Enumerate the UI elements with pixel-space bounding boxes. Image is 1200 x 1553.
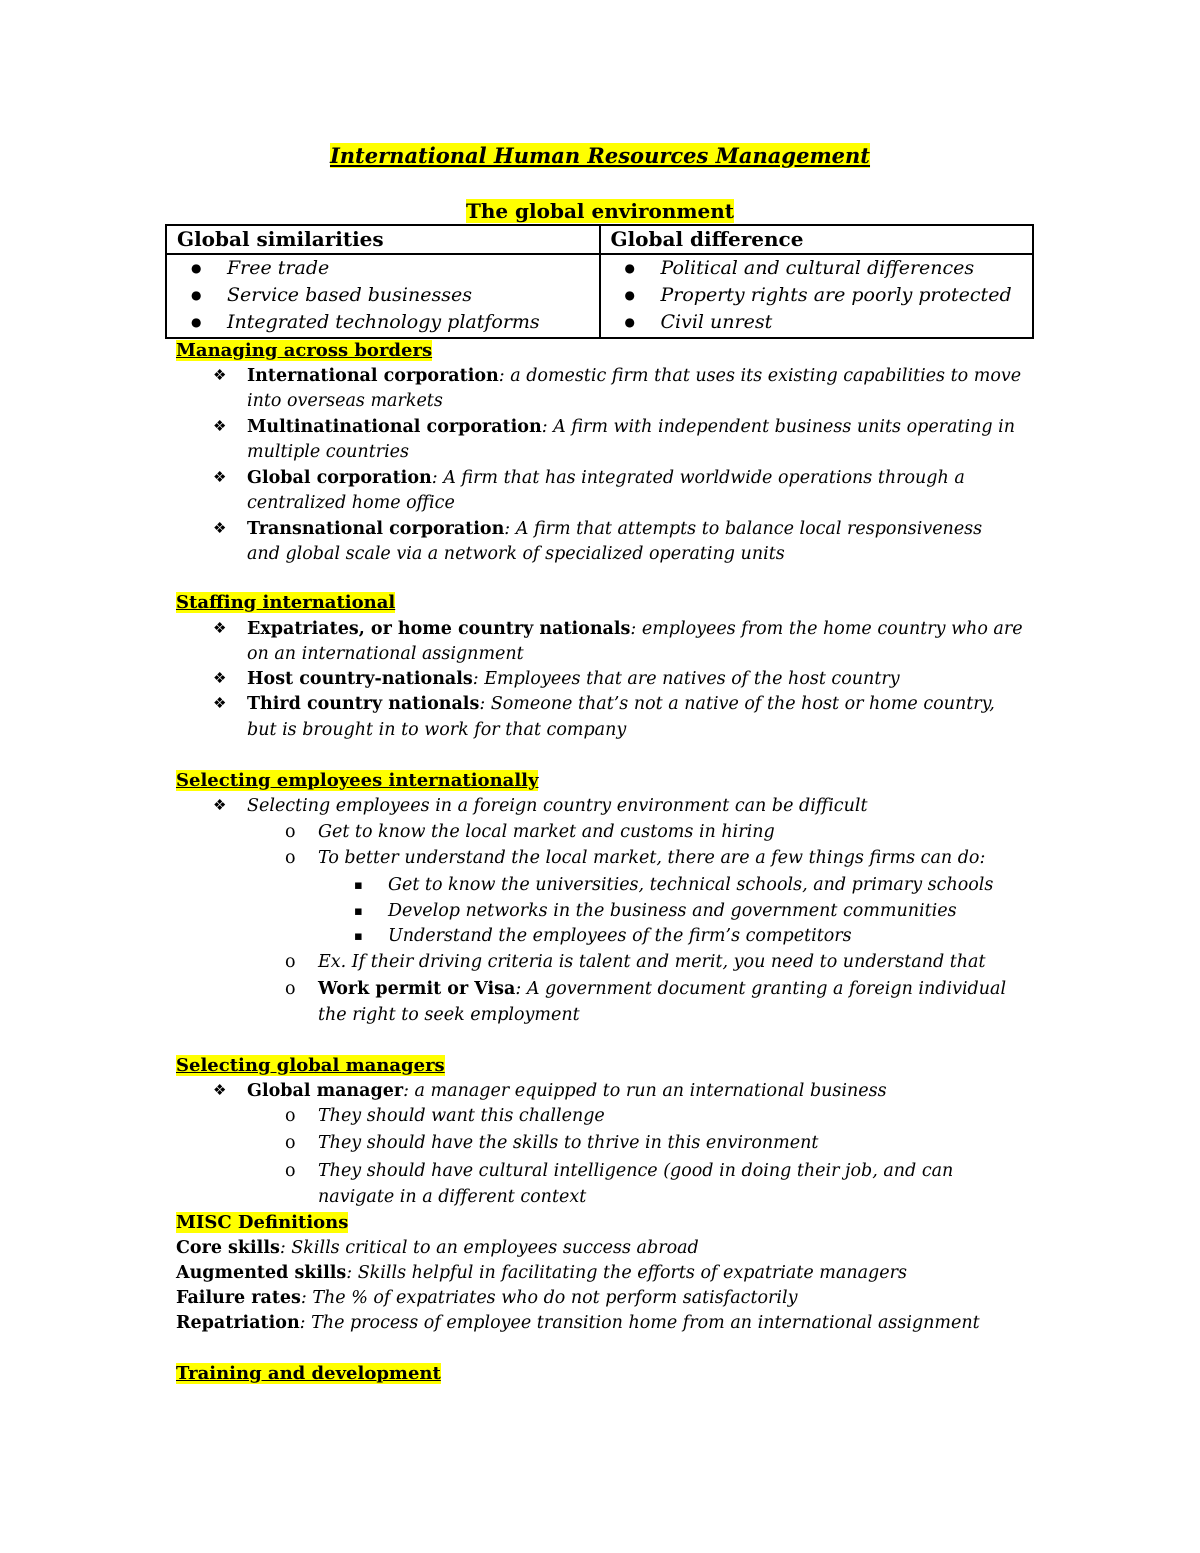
circle-bullet-icon: o <box>285 979 296 999</box>
misc-definition: Augmented skills: Skills helpful in facilitating the efforts of expatriate managers <box>176 1263 907 1283</box>
diamond-bullet-icon: ❖ <box>213 417 227 435</box>
misc-definition: Repatriation: The process of employee transition home from an international assignment <box>176 1313 980 1333</box>
sub-bullet-text: Get to know the local market and customs in hiring <box>318 822 775 842</box>
list-item: ● Integrated technology platforms <box>167 309 599 336</box>
diamond-bullet-icon: ❖ <box>213 519 227 537</box>
definition-item: Global manager: a manager equipped to run an international business <box>247 1081 887 1101</box>
definition-item: Global corporation: A firm that has integrated worldwide operations through a <box>247 468 965 488</box>
selecting-employees-heading: Selecting employees internationally <box>176 770 539 791</box>
circle-bullet-icon: o <box>285 822 296 842</box>
differences-cell <box>600 254 1034 338</box>
bullet-text: Selecting employees in a foreign country environment can be difficult <box>247 796 868 816</box>
definition-item: International corporation: a domestic firm that uses its existing capabilities to move <box>247 366 1022 386</box>
similarities-cell <box>166 254 600 338</box>
sub-bullet-text: To better understand the local market, there are a few things firms can do: <box>318 848 986 868</box>
misc-definition: Core skills: Skills critical to an employees success abroad <box>176 1238 699 1258</box>
circle-bullet-icon: o <box>285 1133 296 1153</box>
managing-heading: Managing across borders <box>176 340 433 361</box>
square-bullet-icon: ▪ <box>354 929 363 944</box>
sub-sub-bullet-text: Develop networks in the business and government communities <box>388 901 957 921</box>
misc-definitions-heading: MISC Definitions <box>176 1212 349 1233</box>
misc-definition: Failure rates: The % of expatriates who do not perform satisfactorily <box>176 1288 798 1308</box>
diamond-bullet-icon: ❖ <box>213 796 227 814</box>
square-bullet-icon: ▪ <box>354 878 363 893</box>
sub-bullet-text: They should want this challenge <box>318 1106 605 1126</box>
definition-continuation: but is brought in to work for that company <box>247 720 627 740</box>
list-item: ● Property rights are poorly protected <box>601 282 1033 309</box>
circle-bullet-icon: o <box>285 848 296 868</box>
definition-continuation: on an international assignment <box>247 644 524 664</box>
definition-continuation: into overseas markets <box>247 391 443 411</box>
similarities-list <box>167 255 599 336</box>
global-environment-table <box>165 224 1034 339</box>
circle-bullet-icon: o <box>285 1106 296 1126</box>
definition-item: Multinatinational corporation: A firm with independent business units operating in <box>247 417 1016 437</box>
sub-bullet-text: Work permit or Visa: A government document granting a foreign individual <box>318 979 1007 999</box>
definition-item: Third country nationals: Someone that’s not a native of the host or home country, <box>247 694 995 714</box>
training-heading: Training and development <box>176 1363 441 1384</box>
list-item: ● Political and cultural differences <box>601 255 1033 282</box>
staffing-heading: Staffing international <box>176 592 396 613</box>
sub-sub-bullet-text: Understand the employees of the firm’s competitors <box>388 926 852 946</box>
sub-bullet-text: They should have the skills to thrive in this environment <box>318 1133 819 1153</box>
sub-bullet-continuation: navigate in a different context <box>318 1187 587 1207</box>
diamond-bullet-icon: ❖ <box>213 1081 227 1099</box>
definition-continuation: multiple countries <box>247 442 410 462</box>
sub-bullet-text: They should have cultural intelligence (good in doing their job, and can <box>318 1161 954 1181</box>
diamond-bullet-icon: ❖ <box>213 694 227 712</box>
sub-bullet-text: Ex. If their driving criteria is talent and merit, you need to understand that <box>318 952 986 972</box>
list-item: ● Civil unrest <box>601 309 1033 336</box>
definition-continuation: centralized home office <box>247 493 455 513</box>
list-item: ● Service based businesses <box>167 282 599 309</box>
diamond-bullet-icon: ❖ <box>213 669 227 687</box>
table-header-difference: Global difference <box>600 225 1034 254</box>
list-item: ● Free trade <box>167 255 599 282</box>
diamond-bullet-icon: ❖ <box>213 619 227 637</box>
differences-list <box>601 255 1033 336</box>
sub-sub-bullet-text: Get to know the universities, technical schools, and primary schools <box>388 875 994 895</box>
circle-bullet-icon: o <box>285 952 296 972</box>
definition-item: Host country-nationals: Employees that are natives of the host country <box>247 669 900 689</box>
sub-bullet-continuation: the right to seek employment <box>318 1005 580 1025</box>
section-global-environment-heading: The global environment <box>465 199 735 223</box>
definition-continuation: and global scale via a network of specialized operating units <box>247 544 785 564</box>
diamond-bullet-icon: ❖ <box>213 468 227 486</box>
diamond-bullet-icon: ❖ <box>213 366 227 384</box>
global-managers-heading: Selecting global managers <box>176 1055 445 1076</box>
square-bullet-icon: ▪ <box>354 904 363 919</box>
table-header-similarities: Global similarities <box>166 225 600 254</box>
circle-bullet-icon: o <box>285 1161 296 1181</box>
definition-item: Expatriates, or home country nationals: employees from the home country who are <box>247 619 1023 639</box>
document-title: International Human Resources Management <box>329 143 871 168</box>
definition-item: Transnational corporation: A firm that attempts to balance local responsiveness <box>247 519 983 539</box>
